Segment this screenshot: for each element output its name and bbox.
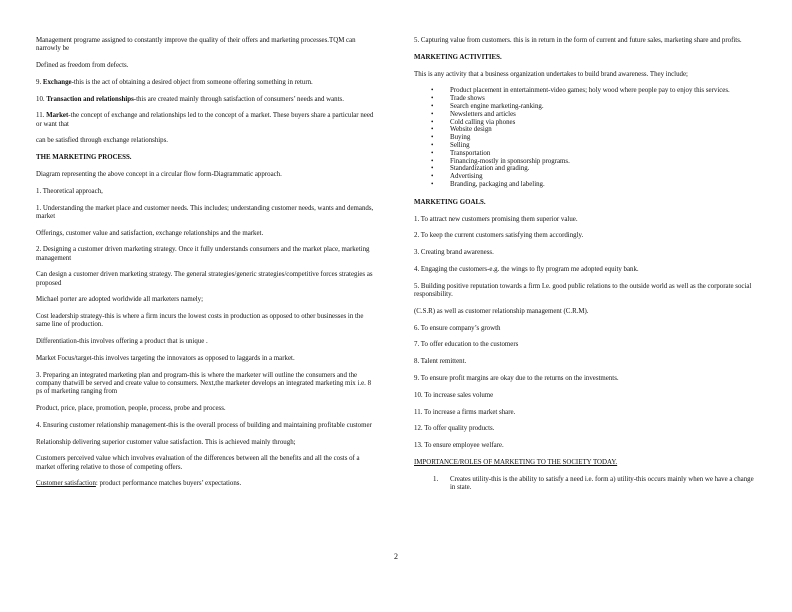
goal-item: 9. To ensure profit margins are okay due to the returns on the investments. bbox=[414, 374, 619, 382]
paragraph: Can design a customer driven marketing strategy. The general strategies/generic strategies/competitive forces strategies as proposed bbox=[36, 271, 373, 287]
goal-item: 6. To ensure company’s growth bbox=[414, 324, 501, 332]
activities-list bbox=[414, 87, 759, 188]
paragraph: Product, price, place, promotion, people, process, probe and process. bbox=[36, 404, 226, 412]
heading-marketing-activities: MARKETING ACTIVITIES. bbox=[414, 53, 502, 61]
goal-item: 7. To offer education to the customers bbox=[414, 341, 519, 349]
list-item: • Cold calling via phones bbox=[450, 119, 759, 127]
paragraph: 1. Theoretical approach, bbox=[36, 187, 103, 195]
goal-item: 13. To ensure employee welfare. bbox=[414, 442, 504, 450]
paragraph: Relationship delivering superior customer value satisfaction. This is achieved mainly through; bbox=[36, 438, 296, 446]
list-item: • Transportation bbox=[450, 150, 759, 158]
list-item: • Standardization and grading. bbox=[450, 165, 759, 173]
paragraph: 1. Understanding the market place and customer needs. This includes; understanding customer needs, wants and demands, market bbox=[36, 204, 374, 220]
goal-item: 1. To attract new customers promising them superior value. bbox=[414, 215, 578, 223]
paragraph: 4. Ensuring customer relationship management-this is the overall process of building and maintaining profitable customer bbox=[36, 421, 372, 429]
list-item: • Trade shows bbox=[450, 95, 759, 103]
right-column bbox=[414, 37, 759, 492]
paragraph: Diagram representing the above concept in a circular flow form-Diagrammatic approach. bbox=[36, 170, 282, 178]
list-item: • Financing-mostly in sponsorship programs. bbox=[450, 158, 759, 166]
heading-marketing-process: THE MARKETING PROCESS. bbox=[36, 154, 132, 162]
roles-list bbox=[414, 476, 759, 492]
paragraph-exchange: 9. Exchange-this is the act of obtaining a desired object from someone offering something in return. bbox=[36, 78, 313, 86]
goal-item: 10. To increase sales volume bbox=[414, 391, 494, 399]
paragraph: Management programe assigned to constantly improve the quality of their offers and marketing processes.TQM can narrowly be bbox=[36, 37, 356, 53]
list-item: • Branding, packaging and labeling. bbox=[450, 181, 759, 189]
goal-item: 5. Building positive reputation towards a firm I.e. good public relations to the outside world as well as the corporate social responsibility. bbox=[414, 282, 752, 298]
paragraph: can be satisfied through exchange relationships. bbox=[36, 137, 169, 145]
paragraph: Customers perceived value which involves evaluation of the differences between all the benefits and all the costs of a market offering relative to those of competing offers. bbox=[36, 455, 360, 471]
goal-item: (C.S.R) as well as customer relationship management (C.R.M). bbox=[414, 307, 589, 315]
goal-item: 4. Engaging the customers-e.g. the wings to fly program me adopted equity bank. bbox=[414, 265, 639, 273]
goal-item: 12. To offer quality products. bbox=[414, 425, 495, 433]
heading-marketing-goals: MARKETING GOALS. bbox=[414, 198, 486, 206]
paragraph: Defined as freedom from defects. bbox=[36, 62, 129, 69]
list-item: • Selling bbox=[450, 142, 759, 150]
goal-item: 8. Talent remittent. bbox=[414, 358, 467, 366]
goal-item: 11. To increase a firms market share. bbox=[414, 408, 516, 416]
list-item: • Buying bbox=[450, 134, 759, 142]
paragraph: Michael porter are adopted worldwide all marketers namely; bbox=[36, 296, 204, 304]
paragraph: Market Focus/target-this involves targeting the innovators as opposed to laggards in a market. bbox=[36, 354, 295, 362]
paragraph-customer-satisfaction: Customer satisfaction: product performance matches buyers’ expectations. bbox=[36, 480, 242, 488]
paragraph: This is any activity that a business organization undertakes to build brand awareness. They include; bbox=[414, 70, 688, 78]
list-item: • Website design bbox=[450, 126, 759, 134]
paragraph-market: 11. Market-the concept of exchange and relationships led to the concept of a market. These buyers share a particular need or want that bbox=[36, 112, 374, 128]
paragraph: 3. Preparing an integrated marketing plan and program-this is where the marketer will outline the consumers and the company thatwill be served and create value to consumers. Next,the marketer develops an integrated marketing mix i.e. 8 ps of marketing ranging from bbox=[36, 371, 372, 396]
list-item: • Newsletters and articles bbox=[450, 111, 759, 119]
page-number: 2 bbox=[394, 552, 398, 561]
paragraph-transaction: 10. Transaction and relationships-this are created mainly through satisfaction of consumers’ needs and wants. bbox=[36, 95, 344, 103]
left-column bbox=[36, 37, 376, 497]
list-item: • Advertising bbox=[450, 173, 759, 181]
list-item: • Search engine marketing-ranking. bbox=[450, 103, 759, 111]
list-item: 1. Creates utility-this is the ability to satisfy a need i.e. form a) utility-this occurs mainly when we have a change in state. bbox=[433, 475, 754, 491]
goal-item: 2. To keep the current customers satisfying them accordingly. bbox=[414, 232, 584, 240]
goal-item: 3. Creating brand awareness. bbox=[414, 249, 494, 257]
paragraph: Differentiation-this involves offering a product that is unique . bbox=[36, 338, 208, 346]
paragraph: 5. Capturing value from customers. this is in return in the form of current and future sales, marketing share and profits. bbox=[414, 37, 742, 44]
paragraph: 2. Designing a customer driven marketing strategy. Once it fully understands consumers and the market place, marketing management bbox=[36, 246, 370, 262]
paragraph: Cost leadership strategy-this is where a firm incurs the lowest costs in production as opposed to other businesses in the same line of production. bbox=[36, 313, 364, 329]
paragraph: Offerings, customer value and satisfaction, exchange relationships and the market. bbox=[36, 229, 264, 237]
heading-importance-roles: IMPORTANCE/ROLES OF MARKETING TO THE SOCIETY TODAY. bbox=[414, 458, 618, 466]
list-item: • Product placement in entertainment-video games; holy wood where people pay to enjoy this services. bbox=[450, 87, 759, 95]
